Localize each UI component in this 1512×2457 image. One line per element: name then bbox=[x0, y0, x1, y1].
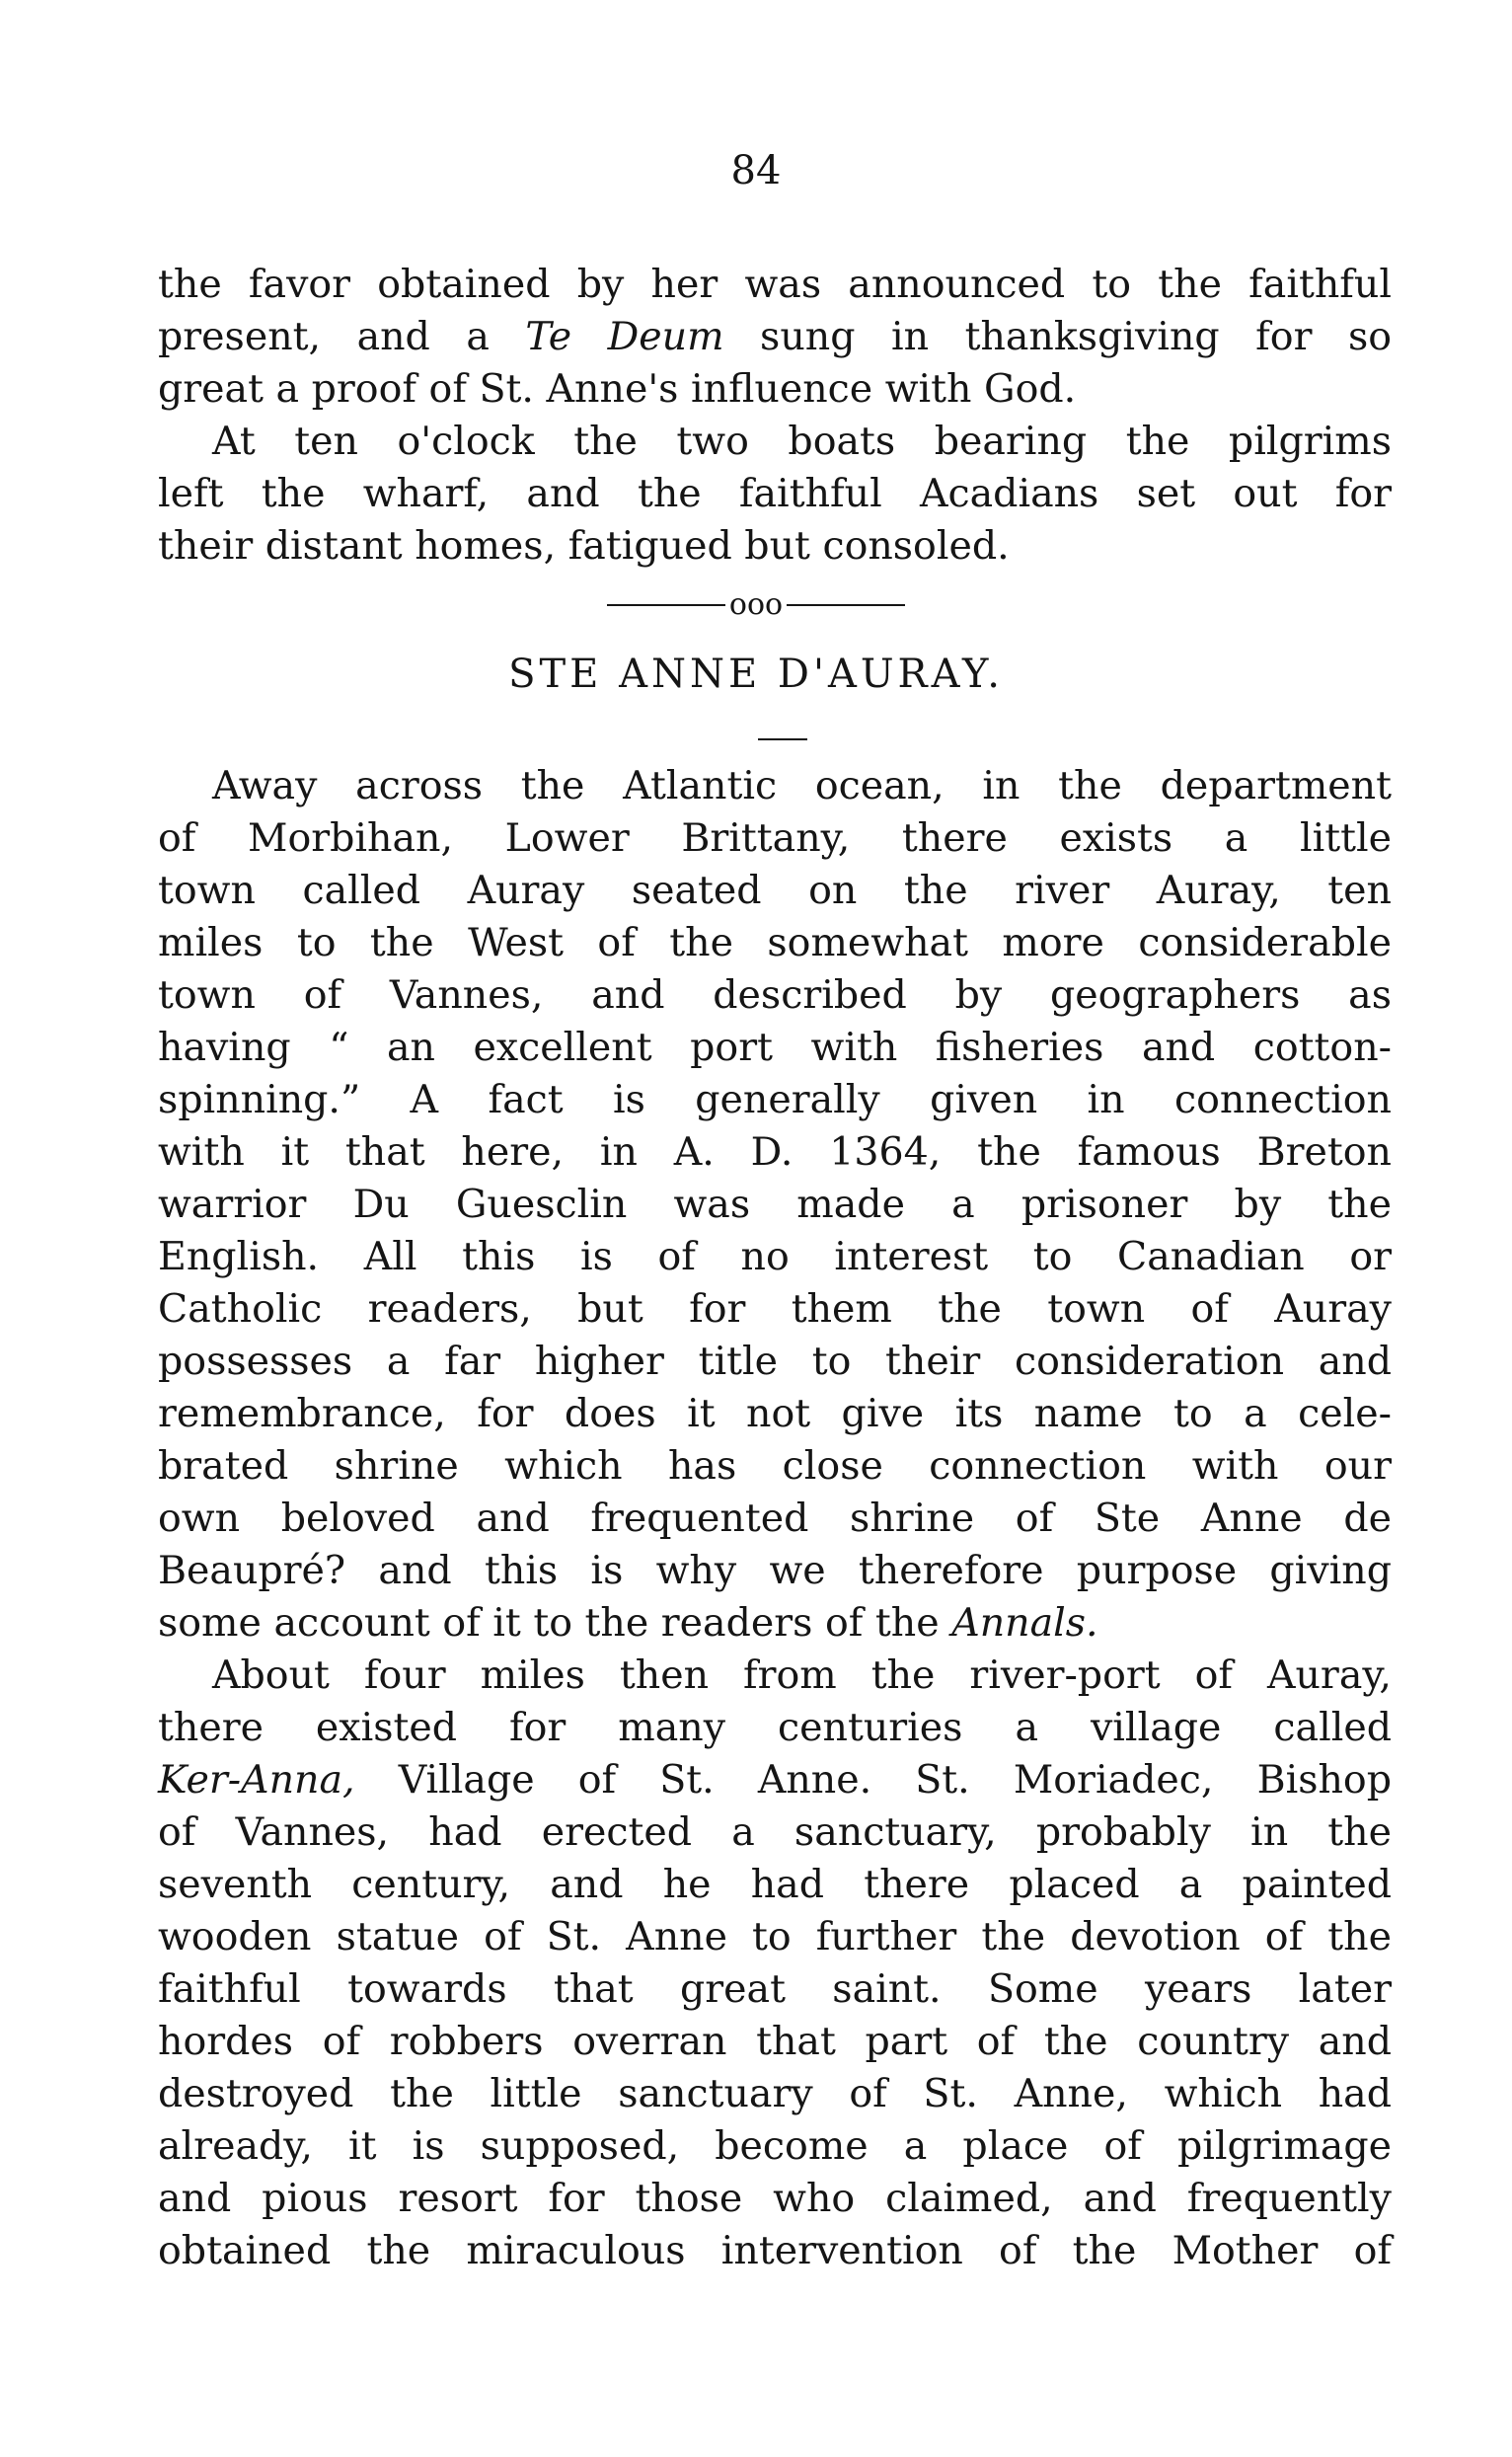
paragraph-3 bbox=[158, 760, 1392, 1650]
text-line: At ten o'clock the two boats bearing the pilgrims bbox=[212, 419, 1392, 464]
text-line: English. All this is of no interest to Canadian or bbox=[158, 1234, 1392, 1279]
text-line: hordes of robbers overran that part of the country and bbox=[158, 2019, 1392, 2064]
text-line: great a proof of St. Anne's influence with God. bbox=[158, 366, 1077, 412]
text-line: present, and a Te Deum sung in thanksgiving for so bbox=[158, 314, 1393, 359]
text-line: wooden statue of St. Anne to further the devotion of the bbox=[158, 1914, 1392, 1959]
italic-term: Ker-Anna, bbox=[158, 1757, 355, 1803]
text-line: brated shrine which has close connection with our bbox=[158, 1443, 1392, 1489]
text-line: town of Vannes, and described by geographers as bbox=[158, 972, 1392, 1018]
section-heading: STE ANNE D'AURAY. bbox=[508, 652, 1004, 697]
text-line: their distant homes, fatigued but consoled. bbox=[158, 523, 1010, 569]
text-line: some account of it to the readers of the Annals. bbox=[158, 1600, 1098, 1646]
text-line: there existed for many centuries a village called bbox=[158, 1705, 1392, 1750]
section-ornament bbox=[0, 587, 1512, 622]
text-line: warrior Du Guesclin was made a prisoner by the bbox=[158, 1182, 1392, 1227]
paragraph-2 bbox=[158, 416, 1392, 573]
text-line: remembrance, for does it not give its name to a cele- bbox=[158, 1391, 1392, 1436]
text-line: Beaupré? and this is why we therefore purpose giving bbox=[158, 1548, 1392, 1593]
text-line: left the wharf, and the faithful Acadians set out for bbox=[158, 471, 1392, 516]
ornament-rule-left bbox=[607, 604, 725, 606]
text-line: of Vannes, had erected a sanctuary, probably in the bbox=[158, 1809, 1392, 1855]
text-line: already, it is supposed, become a place of pilgrimage bbox=[158, 2123, 1392, 2169]
italic-term: Te Deum bbox=[525, 314, 724, 359]
text-line: town called Auray seated on the river Auray, ten bbox=[158, 868, 1392, 913]
text-line: spinning.” A fact is generally given in connection bbox=[158, 1077, 1392, 1122]
heading-rule bbox=[758, 738, 807, 740]
text-line: and pious resort for those who claimed, and frequently bbox=[158, 2176, 1392, 2221]
paragraph-1 bbox=[158, 259, 1392, 416]
ornament-text: ooo bbox=[728, 587, 784, 622]
text-line: Ker-Anna, Village of St. Anne. St. Moriadec, Bishop bbox=[158, 1757, 1393, 1803]
text-line: destroyed the little sanctuary of St. Anne, which had bbox=[158, 2071, 1392, 2116]
text-line: obtained the miraculous intervention of the Mother of bbox=[158, 2228, 1392, 2273]
text-line: seventh century, and he had there placed a painted bbox=[158, 1862, 1392, 1907]
text-line: own beloved and frequented shrine of Ste Anne de bbox=[158, 1496, 1392, 1541]
page-number: 84 bbox=[730, 148, 782, 193]
text-line: faithful towards that great saint. Some years later bbox=[158, 1966, 1392, 2012]
text-line: having “ an excellent port with fisheries and cotton- bbox=[158, 1025, 1392, 1070]
text-line: About four miles then from the river-port of Auray, bbox=[212, 1652, 1392, 1698]
text-line: Away across the Atlantic ocean, in the department bbox=[212, 763, 1392, 808]
ornament-rule-right bbox=[787, 604, 905, 606]
paragraph-4 bbox=[158, 1650, 1392, 2277]
text-line: the favor obtained by her was announced to the faithful bbox=[158, 262, 1392, 307]
text-line: possesses a far higher title to their consideration and bbox=[158, 1339, 1392, 1384]
text-line: of Morbihan, Lower Brittany, there exists a little bbox=[158, 815, 1392, 861]
text-line: miles to the West of the somewhat more considerable bbox=[158, 920, 1392, 965]
text-line: Catholic readers, but for them the town of Auray bbox=[158, 1286, 1392, 1332]
italic-term: Annals. bbox=[951, 1600, 1098, 1646]
text-line: with it that here, in A. D. 1364, the famous Breton bbox=[158, 1129, 1392, 1175]
